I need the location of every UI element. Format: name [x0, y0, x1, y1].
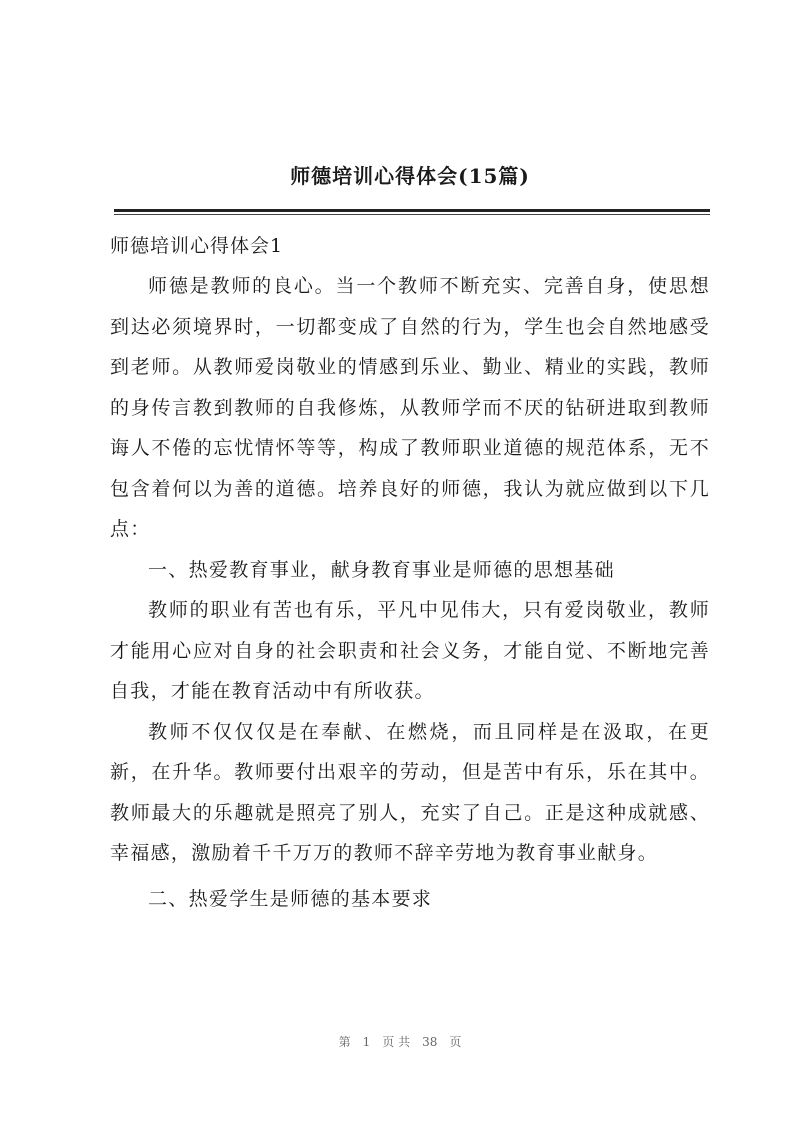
title-divider-thin [114, 214, 710, 215]
section-subtitle: 师德培训心得体会1 [110, 235, 284, 257]
footer-current-page: 1 [362, 1035, 371, 1049]
footer-label-of: 页 共 [382, 1035, 411, 1049]
paragraph: 师德是教师的良心。当一个教师不断充实、完善自身，使思想到达必须境界时，一切都变成了自然的行为，学生也会自然地感受到老师。从教师爱岗敬业的情感到乐业、勤业、精业的实践，教师的身传言教到教师的自我修炼，从教师学而不厌的钻研进取到教师诲人不倦的忘忧情怀等等，构成了教师职业道德的规范体系，无不包含着何以为善的道德。培养良好的师德，我认为就应做到以下几点： [110, 275, 710, 540]
footer-label-pages: 页 [449, 1035, 462, 1049]
section-heading: 一、热爱教育事业，献身教育事业是师德的思想基础 [148, 558, 615, 581]
paragraph: 教师不仅仅仅是在奉献、在燃烧，而且同样是在汲取，在更新，在升华。教师要付出艰辛的劳动，但是苦中有乐，乐在其中。教师最大的乐趣就是照亮了别人，充实了自己。正是这种成就感、幸福感，激励着千千万万的教师不辞辛劳地为教育事业献身。 [110, 720, 710, 864]
footer-total-pages: 38 [422, 1035, 438, 1049]
document-title: 师德培训心得体会(15篇) [290, 164, 530, 188]
paragraph: 教师的职业有苦也有乐，平凡中见伟大，只有爱岗敬业，教师才能用心应对自身的社会职责和社会义务，才能自觉、不断地完善自我，才能在教育活动中有所收获。 [110, 599, 710, 702]
page-footer [0, 1033, 800, 1050]
document-body [110, 226, 710, 919]
title-divider [114, 209, 710, 212]
section-heading: 二、热爱学生是师德的基本要求 [148, 887, 433, 910]
footer-label-page: 第 [338, 1035, 351, 1049]
